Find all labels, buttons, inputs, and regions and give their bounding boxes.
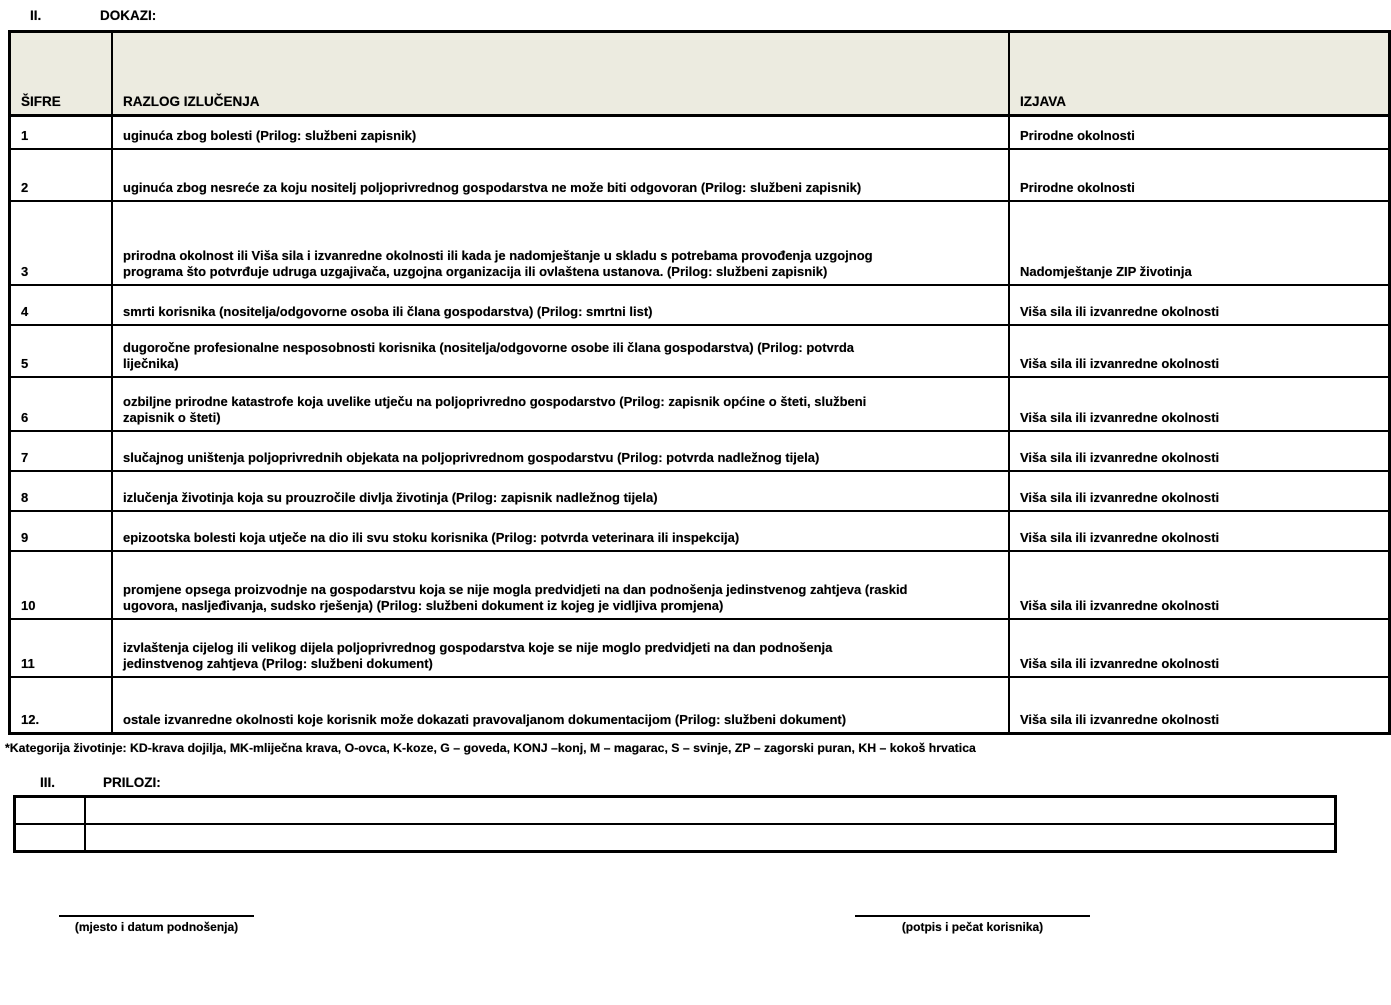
dokazi-table <box>8 30 1391 735</box>
dokazi-cell-izjava: Viša sila ili izvanredne okolnosti <box>1009 471 1390 511</box>
dokazi-cell-razlog: smrti korisnika (nositelja/odgovorne osoba ili člana gospodarstva) (Prilog: smrtni list) <box>112 285 1009 325</box>
dokazi-cell-sifra: 11 <box>10 619 113 677</box>
dokazi-cell-izjava: Viša sila ili izvanredne okolnosti <box>1009 285 1390 325</box>
dokazi-row <box>10 149 1390 201</box>
dokazi-row <box>10 325 1390 377</box>
section-prilozi-numeral: III. <box>40 775 56 790</box>
dokazi-row <box>10 201 1390 285</box>
prilozi-cell-col1 <box>15 824 86 852</box>
dokazi-cell-sifra: 5 <box>10 325 113 377</box>
dokazi-cell-sifra: 12. <box>10 677 113 734</box>
dokazi-row <box>10 377 1390 431</box>
section-prilozi-title: PRILOZI: <box>103 775 161 790</box>
dokazi-row <box>10 551 1390 619</box>
dokazi-cell-sifra: 3 <box>10 201 113 285</box>
dokazi-cell-izjava: Viša sila ili izvanredne okolnosti <box>1009 377 1390 431</box>
dokazi-table-body <box>10 116 1390 734</box>
dokazi-cell-razlog: slučajnog uništenja poljoprivrednih objekata na poljoprivrednom gospodarstvu (Prilog: potvrda nadležnog tijela) <box>112 431 1009 471</box>
dokazi-cell-razlog: promjene opsega proizvodnje na gospodarstvu koja se nije mogla predvidjeti na dan podnošenja jedinstvenog zahtjeva (raskid ugovora, nasljeđivanja, sudsko rješenja) (Prilog: službeni dokument iz kojeg je vidljiva promjena) <box>112 551 1009 619</box>
section-dokazi-numeral: II. <box>30 8 42 23</box>
dokazi-row <box>10 619 1390 677</box>
dokazi-cell-sifra: 1 <box>10 116 113 150</box>
prilozi-table-body <box>15 797 1336 852</box>
signature-label-place-date: (mjesto i datum podnošenja) <box>74 920 239 934</box>
dokazi-cell-izjava: Prirodne okolnosti <box>1009 149 1390 201</box>
dokazi-cell-izjava: Viša sila ili izvanredne okolnosti <box>1009 677 1390 734</box>
prilozi-cell-col2 <box>85 824 1336 852</box>
dokazi-cell-izjava: Viša sila ili izvanredne okolnosti <box>1009 431 1390 471</box>
dokazi-cell-izjava: Nadomještanje ZIP životinja <box>1009 201 1390 285</box>
footnote-animal-categories: *Kategorija životinje: KD-krava dojilja, MK-mliječna krava, O-ovca, K-koze, G – goveda, KONJ –konj, M – magarac, S – svinje, ZP – zagorski puran, KH – kokoš hrvatica <box>5 741 976 755</box>
dokazi-cell-razlog: uginuća zbog bolesti (Prilog: službeni zapisnik) <box>112 116 1009 150</box>
signature-block-stamp <box>855 915 1090 934</box>
dokazi-cell-izjava: Viša sila ili izvanredne okolnosti <box>1009 551 1390 619</box>
dokazi-header-row <box>10 32 1390 116</box>
dokazi-cell-razlog: izlučenja životinja koja su prouzročile divlja životinja (Prilog: zapisnik nadležnog tijela) <box>112 471 1009 511</box>
signature-line-place-date <box>59 915 254 917</box>
header-razlog: RAZLOG IZLUČENJA <box>112 32 1009 116</box>
header-sifre: ŠIFRE <box>10 32 113 116</box>
dokazi-row <box>10 116 1390 150</box>
dokazi-cell-izjava: Viša sila ili izvanredne okolnosti <box>1009 619 1390 677</box>
dokazi-cell-izjava: Viša sila ili izvanredne okolnosti <box>1009 511 1390 551</box>
dokazi-row <box>10 285 1390 325</box>
dokazi-cell-razlog: epizootska bolesti koja utječe na dio ili svu stoku korisnika (Prilog: potvrda veterinara ili inspekcija) <box>112 511 1009 551</box>
dokazi-row <box>10 677 1390 734</box>
dokazi-cell-razlog: izvlaštenja cijelog ili velikog dijela poljoprivrednog gospodarstva koje se nije moglo predvidjeti na dan podnošenja jedinstvenog zahtjeva (Prilog: službeni dokument) <box>112 619 1009 677</box>
prilozi-row <box>15 824 1336 852</box>
section-prilozi-heading <box>40 775 1344 790</box>
section-dokazi-heading <box>30 0 1344 23</box>
signature-line-stamp <box>855 915 1090 917</box>
signature-area <box>0 915 1344 1005</box>
prilozi-cell-col2 <box>85 797 1336 825</box>
dokazi-row <box>10 431 1390 471</box>
dokazi-cell-sifra: 10 <box>10 551 113 619</box>
dokazi-row <box>10 471 1390 511</box>
dokazi-cell-sifra: 2 <box>10 149 113 201</box>
dokazi-cell-razlog: dugoročne profesionalne nesposobnosti korisnika (nositelja/odgovorne osobe ili člana gospodarstva) (Prilog: potvrda liječnika) <box>112 325 1009 377</box>
signature-label-stamp: (potpis i pečat korisnika) <box>901 920 1044 934</box>
dokazi-cell-razlog: ostale izvanredne okolnosti koje korisnik može dokazati pravovaljanom dokumentacijom (Prilog: službeni dokument) <box>112 677 1009 734</box>
dokazi-cell-sifra: 9 <box>10 511 113 551</box>
section-dokazi-title: DOKAZI: <box>100 8 157 23</box>
prilozi-table <box>13 795 1337 853</box>
dokazi-row <box>10 511 1390 551</box>
dokazi-cell-sifra: 6 <box>10 377 113 431</box>
dokazi-cell-sifra: 4 <box>10 285 113 325</box>
dokazi-cell-razlog: prirodna okolnost ili Viša sila i izvanredne okolnosti ili kada je nadomještanje u skladu s potrebama provođenja uzgojnog programa što potvrđuje udruga uzgajivača, uzgojna organizacija ili ovlaštena ustanova. (Prilog: službeni zapisnik) <box>112 201 1009 285</box>
prilozi-row <box>15 797 1336 825</box>
dokazi-table-header <box>10 32 1390 116</box>
dokazi-cell-razlog: ozbiljne prirodne katastrofe koja uvelike utječu na poljoprivredno gospodarstvo (Prilog: zapisnik općine o šteti, službeni zapisnik o šteti) <box>112 377 1009 431</box>
dokazi-cell-izjava: Prirodne okolnosti <box>1009 116 1390 150</box>
dokazi-cell-sifra: 7 <box>10 431 113 471</box>
signature-block-place-date <box>59 915 254 934</box>
header-izjava: IZJAVA <box>1009 32 1390 116</box>
prilozi-cell-col1 <box>15 797 86 825</box>
dokazi-cell-razlog: uginuća zbog nesreće za koju nositelj poljoprivrednog gospodarstva ne može biti odgovoran (Prilog: službeni zapisnik) <box>112 149 1009 201</box>
dokazi-cell-izjava: Viša sila ili izvanredne okolnosti <box>1009 325 1390 377</box>
dokazi-cell-sifra: 8 <box>10 471 113 511</box>
